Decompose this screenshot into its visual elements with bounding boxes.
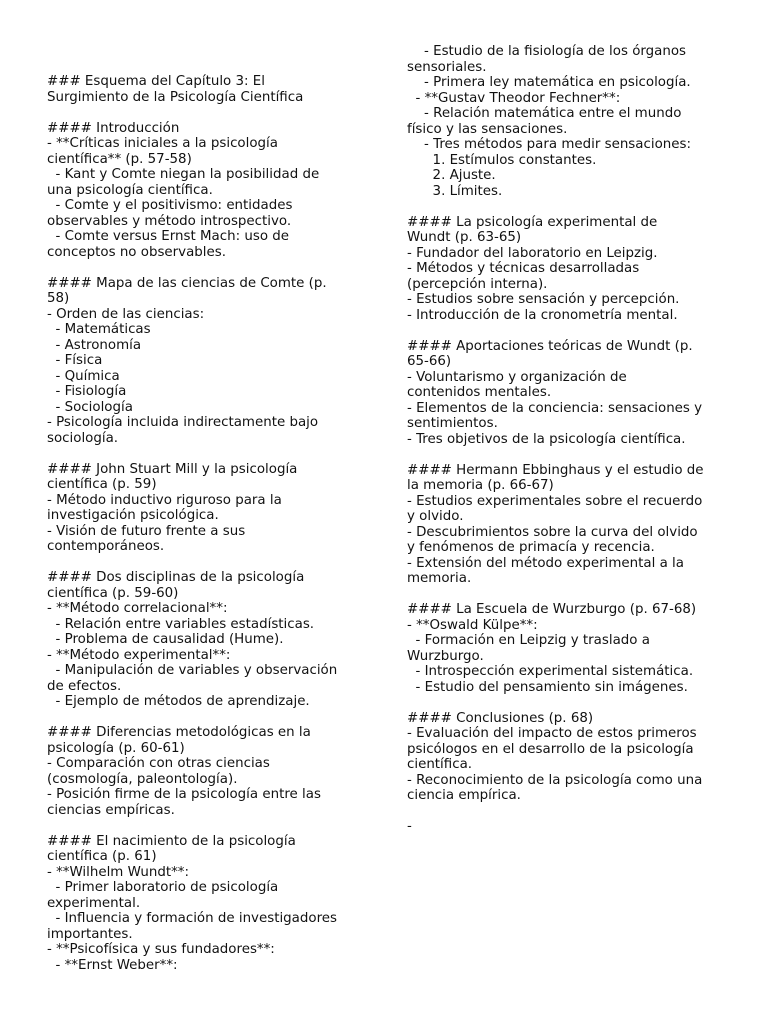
- text-line: científica (p. 59): [47, 477, 157, 492]
- text-line: sensoriales.: [407, 59, 487, 75]
- text-line: - Psicología incluida indirectamente bajo: [47, 415, 319, 430]
- text-line: científica (p. 59-60): [47, 585, 179, 601]
- text-line: investigación psicológica.: [47, 508, 219, 523]
- text-line: - Estudios experimentales sobre el recuerdo: [407, 493, 703, 509]
- text-line: - Química: [47, 368, 120, 384]
- text-line: - Evaluación del impacto de estos primeros: [407, 726, 697, 741]
- text-line: [407, 447, 737, 463]
- text-line: - Descubrimientos sobre la curva del olvido: [407, 524, 698, 540]
- text-line: - Primera ley matemática en psicología.: [407, 75, 691, 90]
- text-line: - Matemáticas: [47, 322, 151, 337]
- text-line: #### Mapa de las ciencias de Comte (p.: [47, 275, 327, 291]
- text-line: - Tres métodos para medir sensaciones:: [407, 137, 691, 152]
- text-line: [47, 710, 367, 726]
- text-line: (cosmología, paleontología).: [47, 771, 238, 787]
- text-line: - Comte y el positivismo: entidades: [47, 198, 293, 213]
- text-line: científica.: [407, 757, 473, 772]
- text-line: importantes.: [47, 926, 133, 942]
- text-line: - Comte versus Ernst Mach: uso de: [47, 229, 290, 244]
- text-line: [47, 105, 367, 121]
- text-line: #### La psicología experimental de: [407, 214, 658, 230]
- text-line: experimental.: [47, 895, 141, 911]
- text-line: - Kant y Comte niegan la posibilidad de: [47, 167, 320, 182]
- text-line: - Fundador del laboratorio en Leipzig.: [407, 245, 658, 261]
- text-line: - Física: [47, 353, 103, 368]
- text-line: - Problema de causalidad (Hume).: [47, 632, 284, 647]
- text-line: - Manipulación de variables y observación: [47, 663, 338, 678]
- text-line: - Relación matemática entre el mundo: [407, 106, 682, 121]
- text-line: científica (p. 61): [47, 849, 157, 864]
- text-line: - Fisiología: [47, 384, 127, 399]
- text-line: #### John Stuart Mill y la psicología: [47, 461, 298, 477]
- text-line: científica** (p. 57-58): [47, 151, 192, 167]
- text-line: 3. Límites.: [407, 183, 503, 199]
- text-line: - Ejemplo de métodos de aprendizaje.: [47, 694, 310, 709]
- text-line: contenidos mentales.: [407, 385, 552, 400]
- text-line: Surgimiento de la Psicología Científica: [47, 89, 304, 105]
- text-line: - Método inductivo riguroso para la: [47, 492, 282, 508]
- right-column: [407, 44, 737, 835]
- text-line: - Posición firme de la psicología entre las: [47, 787, 321, 802]
- text-line: [47, 555, 367, 571]
- text-line: [407, 323, 737, 339]
- text-line: [407, 804, 737, 820]
- text-line: ciencia empírica.: [407, 788, 521, 803]
- text-line: 1. Estímulos constantes.: [407, 152, 597, 168]
- text-line: 58): [47, 291, 70, 306]
- text-line: - Reconocimiento de la psicología como una: [407, 772, 703, 788]
- text-line: [407, 199, 737, 215]
- text-line: físico y las sensaciones.: [407, 121, 568, 137]
- text-line: - Estudios sobre sensación y percepción.: [407, 292, 680, 307]
- text-line: - Elementos de la conciencia: sensaciones y: [407, 400, 703, 416]
- left-column: [47, 74, 367, 973]
- text-line: - Introspección experimental sistemática.: [407, 664, 694, 679]
- text-line: - **Oswald Külpe**:: [407, 617, 538, 633]
- text-line: #### Diferencias metodológicas en la: [47, 725, 311, 740]
- text-line: Wundt (p. 63-65): [407, 230, 522, 245]
- text-line: - **Psicofísica y sus fundadores**:: [47, 942, 275, 957]
- text-line: - **Wilhelm Wundt**:: [47, 864, 190, 880]
- text-line: [47, 260, 367, 276]
- text-line: #### Dos disciplinas de la psicología: [47, 570, 305, 585]
- text-line: - Estudio del pensamiento sin imágenes.: [407, 679, 688, 695]
- text-line: - Voluntarismo y organización de: [407, 369, 627, 385]
- text-line: contemporáneos.: [47, 539, 165, 554]
- text-line: #### Introducción: [47, 120, 180, 136]
- text-line: [407, 587, 737, 603]
- text-line: - Comparación con otras ciencias: [47, 756, 270, 771]
- text-line: ciencias empíricas.: [47, 802, 175, 818]
- text-line: #### Conclusiones (p. 68): [407, 710, 594, 726]
- text-line: (percepción interna).: [407, 276, 548, 292]
- text-line: - Extensión del método experimental a la: [407, 555, 684, 571]
- text-line: de efectos.: [47, 678, 122, 694]
- text-line: 2. Ajuste.: [407, 168, 496, 183]
- text-line: [47, 446, 367, 462]
- text-line: una psicología científica.: [47, 182, 213, 198]
- text-line: conceptos no observables.: [47, 244, 226, 260]
- text-line: y olvido.: [407, 509, 464, 524]
- text-line: - Relación entre variables estadísticas.: [47, 616, 315, 632]
- text-line: - Formación en Leipzig y traslado a: [407, 633, 650, 648]
- text-line: - Introducción de la cronometría mental.: [407, 307, 678, 323]
- text-line: - Astronomía: [47, 337, 142, 353]
- text-line: - Visión de futuro frente a sus: [47, 523, 246, 539]
- text-line: sentimientos.: [407, 416, 498, 431]
- text-line: observables y método introspectivo.: [47, 213, 292, 229]
- text-line: [407, 695, 737, 711]
- text-line: - **Método correlacional**:: [47, 601, 228, 616]
- text-line: - Influencia y formación de investigadores: [47, 911, 337, 926]
- text-line: - Estudio de la fisiología de los órganos: [407, 44, 687, 59]
- text-line: #### Aportaciones teóricas de Wundt (p.: [407, 338, 693, 354]
- text-line: - Primer laboratorio de psicología: [47, 880, 279, 895]
- text-line: - Tres objetivos de la psicología científica.: [407, 431, 686, 447]
- text-line: sociología.: [47, 430, 119, 446]
- text-line: - **Gustav Theodor Fechner**:: [407, 90, 621, 106]
- text-line: #### Hermann Ebbinghaus y el estudio de: [407, 462, 704, 478]
- text-line: - **Ernst Weber**:: [47, 957, 178, 973]
- text-line: 65-66): [407, 354, 452, 369]
- text-line: psicólogos en el desarrollo de la psicología: [407, 741, 694, 757]
- text-line: - Sociología: [47, 399, 133, 415]
- text-line: ### Esquema del Capítulo 3: El: [47, 74, 265, 89]
- text-line: - Métodos y técnicas desarrolladas: [407, 261, 640, 276]
- text-line: #### El nacimiento de la psicología: [47, 833, 296, 849]
- text-line: la memoria (p. 66-67): [407, 478, 554, 493]
- text-line: - **Críticas iniciales a la psicología: [47, 136, 278, 151]
- text-line: memoria.: [407, 571, 472, 586]
- text-line: #### La Escuela de Wurzburgo (p. 67-68): [407, 602, 697, 617]
- text-line: -: [407, 819, 412, 834]
- text-line: - **Método experimental**:: [47, 647, 231, 663]
- text-line: psicología (p. 60-61): [47, 740, 185, 756]
- text-line: - Orden de las ciencias:: [47, 306, 205, 322]
- text-line: Wurzburgo.: [407, 648, 484, 664]
- text-line: y fenómenos de primacía y recencia.: [407, 540, 655, 555]
- text-line: [47, 818, 367, 834]
